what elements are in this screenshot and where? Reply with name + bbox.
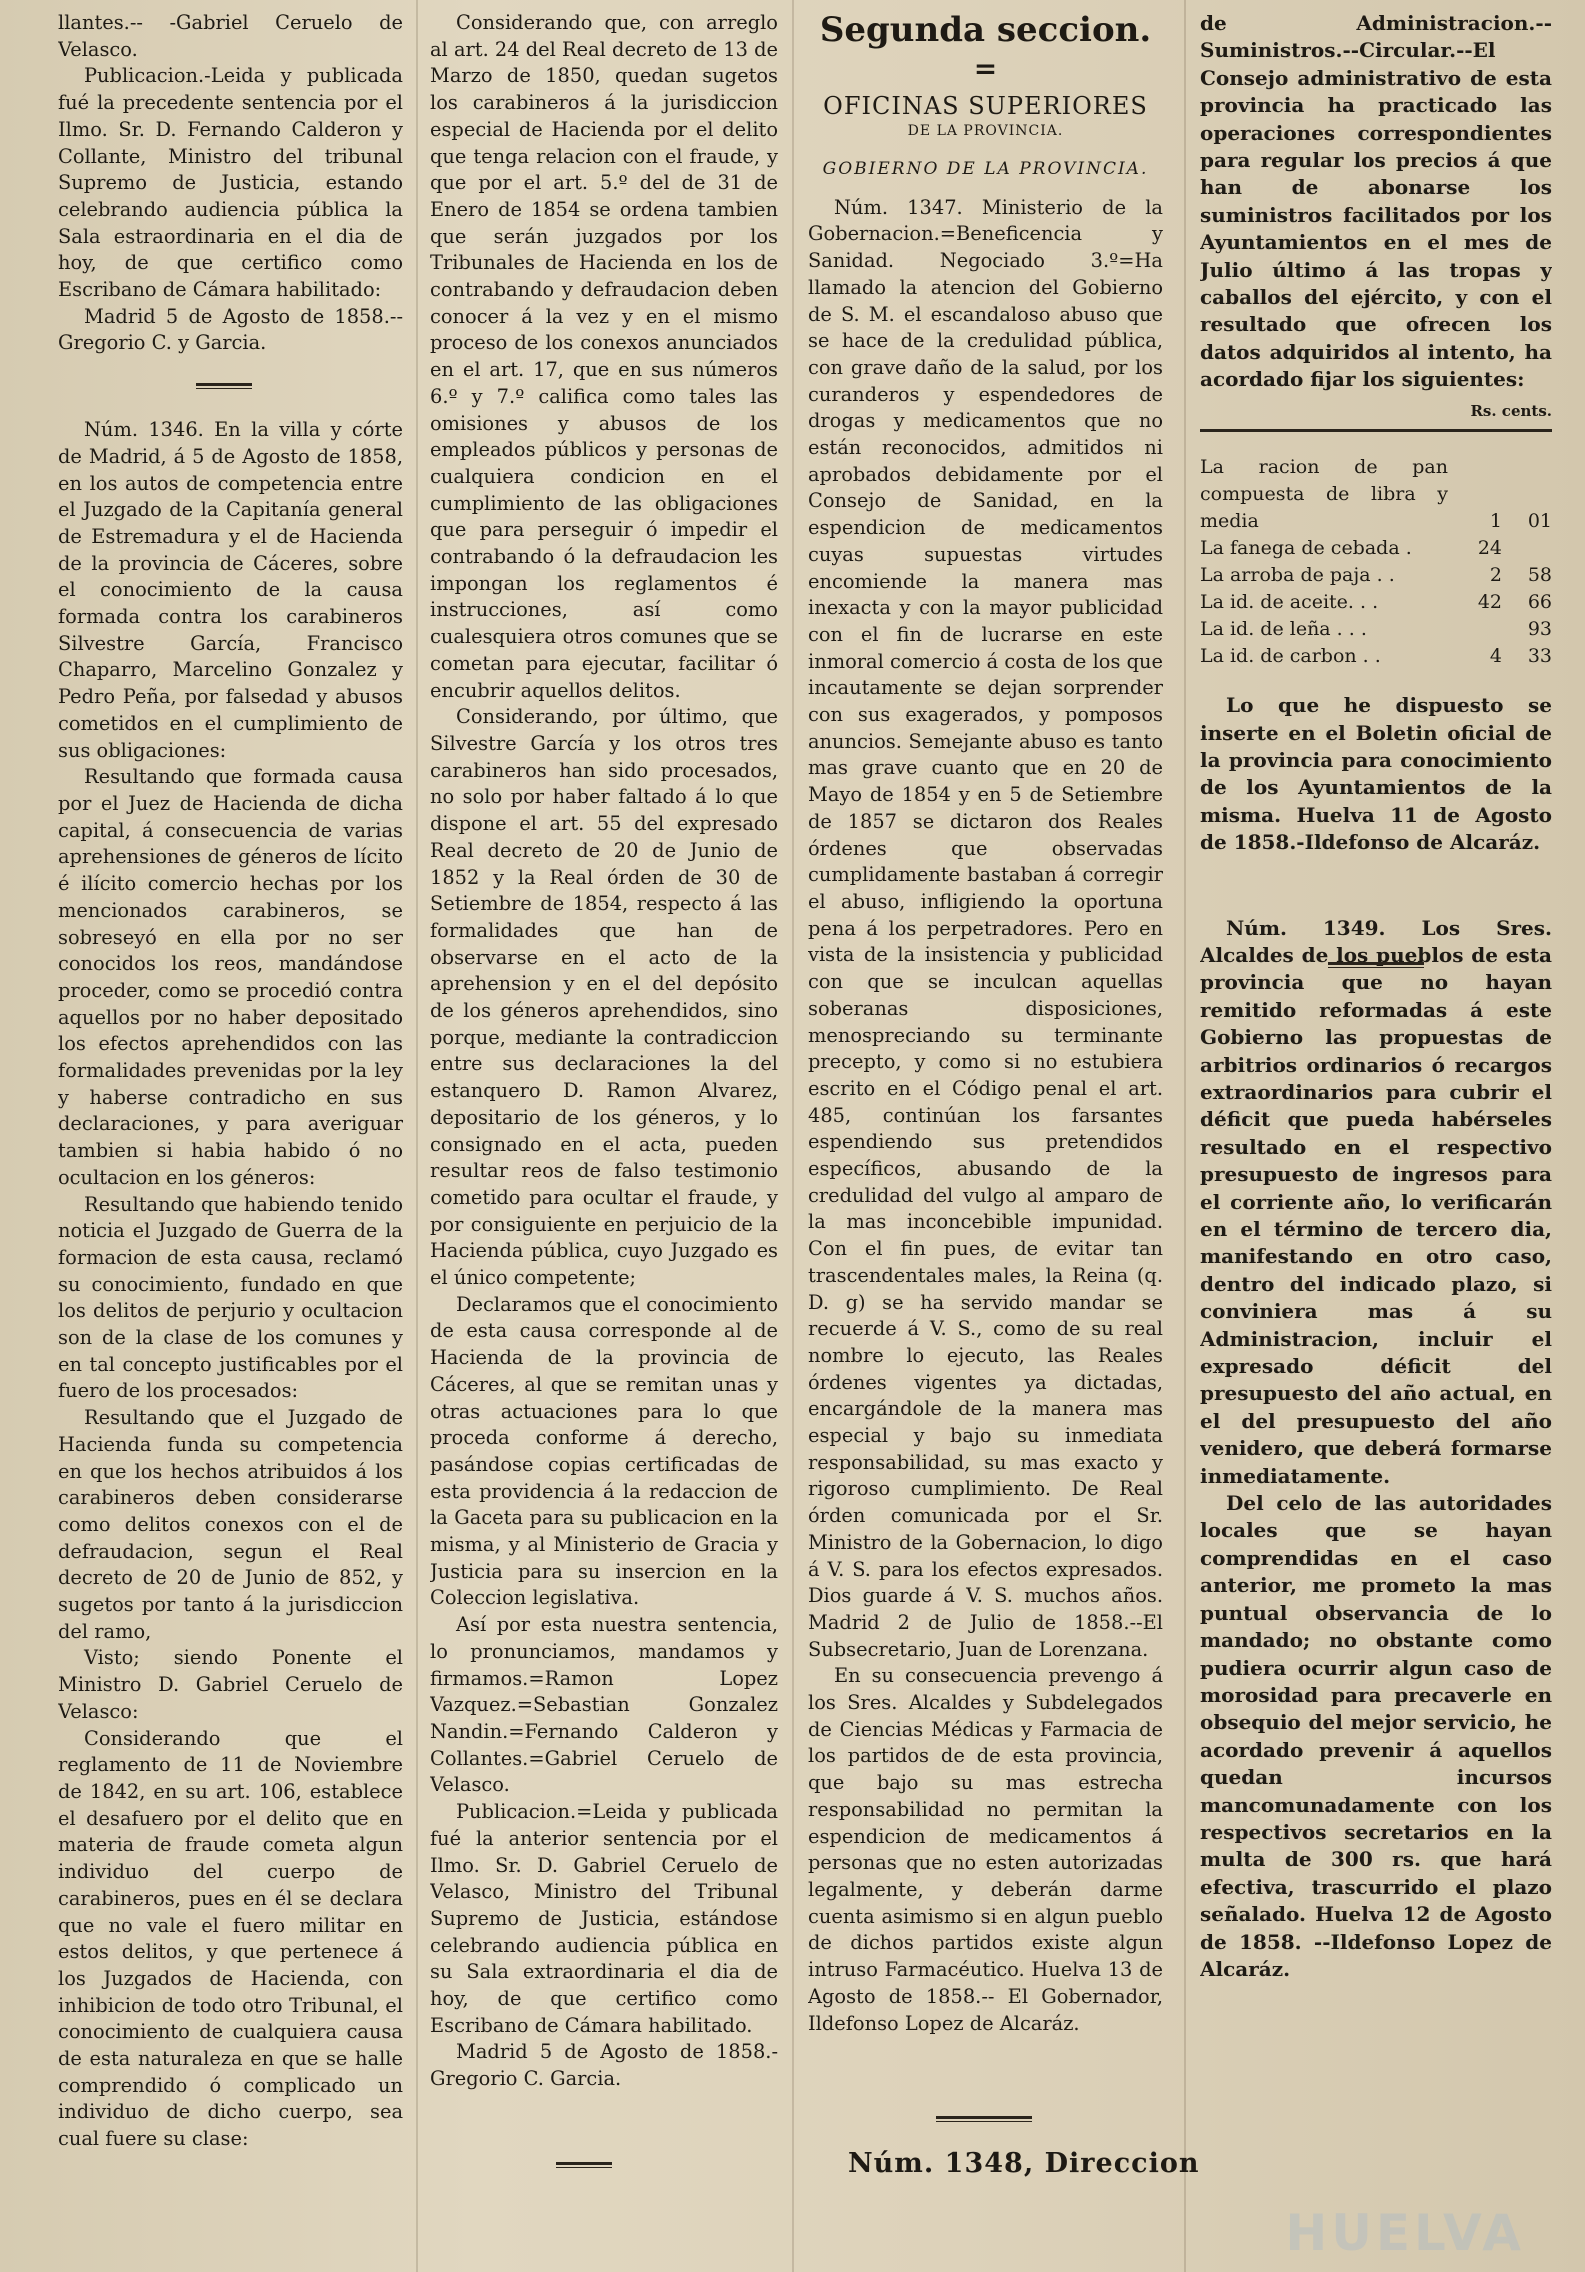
- paragraph: Resultando que formada causa por el Juez de Hacienda de dicha capital, á consecuencia de varias aprehensiones de géneros de lícito é ilícito comercio hechas por los mencionados carabineros, se sobreseyó en ella por no ser conocidos los reos, mandándose proceder, como se procedió contra aquellos por no haber depositado los efectos aprehendidos con las formalidades prevenidas por la ley y haberse contradicho en sus declaraciones, y para averiguar tambien si habia habido ó no ocultacion en los géneros:: [58, 765, 403, 1189]
- paragraph: Núm. 1347. Ministerio de la Gobernacion.=Beneficencia y Sanidad. Negociado 3.º=Ha llamado la atencion del Gobierno de S. M. el escandaloso abuso que se hace de la credulidad pública, con grave daño de la salud, por los curanderos y espendedores de drogas y medicamentos que no están reconocidos, admitidos ni aprobados debidamente por el Consejo de Sanidad, en la espendicion de medicamentos cuyas supuestas virtudes encomiende la manera mas inexacta y con la mayor publicidad con el fin de lucrarse en este inmoral comercio á costa de los que incautamente se dejan sorprender con sus exagerados, y pomposos anuncios. Semejante abuso es tanto mas grave cuanto que en 20 de Mayo de 1854 y en 5 de Setiembre de 1857 se dictaron dos Reales órdenes que observadas cumplidamente bastaban á corregir el abuso, infligiendo la oportuna pena á los perpetradores. Pero en vista de la insistencia y publicidad con que se inculcan aquellas soberanas disposiciones, menospreciando su terminante precepto, y como si no estubiera escrito en el Código penal el art. 485, continúan los farsantes espendiendo sus pretendidos específicos, abusando de la credulidad del vulgo al amparo de la mas inconcebible impunidad. Con el fin pues, de evitar tan trascendentales males, la Reina (q. D. g) se ha servido mandar se recuerde á V. S., como de su real nombre lo ejecuto, las Reales órdenes vigentes ya dictadas, encargándole de la manera mas especial y bajo su inmediata responsabilidad, su mas exacto y rigoroso cumplimiento. De Real órden comunicada por el Sr. Ministro de la Gobernacion, lo digo á V. S. para los efectos expresados. Dios guarde á V. S. muchos años. Madrid 2 de Julio de 1858.--El Subsecretario, Juan de Lorenzana.: [808, 195, 1163, 1661]
- archive-watermark: HUELVA: [1285, 2204, 1525, 2262]
- row-label: La fanega de cebada .: [1200, 537, 1412, 560]
- paragraph: de Administracion.--Suministros.--Circular.--El Consejo administrativo de esta provincia ha practicado las operaciones correspondientes para regular los precios á que han de abonarse los suministros facilitados por los Ayuntamientos en el mes de Julio último á las tropas y caballos del ejército, y con el resultado que ofrecen los datos adquiridos al intento, ha acordado fijar los siguientes:: [1200, 11, 1552, 392]
- section-title: Segunda seccion.: [819, 10, 1152, 50]
- table-row: [1200, 562, 1552, 589]
- price-table-header: Rs. cents.: [1470, 401, 1552, 420]
- separator-rule: [1328, 962, 1424, 968]
- paragraph: Considerando, por último, que Silvestre García y los otros tres carabineros han sido procesados, no solo por haber faltado á lo que dispone el art. 55 del expresado Real decreto de 20 de Junio de 1852 y la Real órden de 30 de Setiembre de 1854, respecto á las formalidades que han de observarse en el acto de la aprehension y en el del depósito de los géneros aprehendidos, sino porque, mediante la contradiccion entre sus declaraciones la del estanquero D. Ramon Alvarez, depositario de los géneros, y lo consignado en el acta, pueden resultar reos de falso testimonio cometido para ocultar el fraude, y por consiguiente en perjuicio de la Hacienda pública, cuyo Juzgado es el único competente;: [430, 705, 778, 1290]
- row-rs: 2: [1489, 564, 1502, 587]
- spacer: [1200, 670, 1552, 692]
- row-cents: 01: [1527, 510, 1552, 533]
- row-rs: [1448, 616, 1502, 643]
- paragraph: Madrid 5 de Agosto de 1858.-- Gregorio C. y Garcia.: [58, 304, 403, 355]
- row-cents: 66: [1527, 591, 1552, 614]
- paragraph: llantes.-- -Gabriel Ceruelo de Velasco.: [58, 11, 403, 61]
- price-table: [1200, 454, 1552, 670]
- office-subtitle: DE LA PROVINCIA.: [907, 123, 1064, 139]
- row-label: La id. de leña . . .: [1200, 618, 1367, 641]
- paragraph: Así por esta nuestra sentencia, lo pronunciamos, mandamos y firmamos.=Ramon Lopez Vazquez.=Sebastian Gonzalez Nandin.=Fernando Calderon y Collantes.=Gabriel Ceruelo de Velasco.: [430, 1613, 778, 1797]
- paragraph: Considerando que el reglamento de 11 de Noviembre de 1842, en su art. 106, establece el desafuero por el delito que en materia de fraude cometa algun individuo del cuerpo de carabineros, pues en él se declara que no vale el fuero militar en estos delitos, y que pertenece á los Juzgados de Hacienda, con inhibicion de todo otro Tribunal, el conocimiento de cualquiera causa de esta naturaleza en que se halle comprendido ó complicado un individuo de dicho cuerpo, sea cual fuere su clase:: [58, 1726, 403, 2151]
- column-gutter: [1184, 0, 1186, 2272]
- row-label: La arroba de paja . .: [1200, 564, 1395, 587]
- paragraph: Núm. 1349. Los Sres. Alcaldes de los pueblos de esta provincia que no hayan remitido reformadas á este Gobierno las propuestas de arbitrios ordinarios ó recargos extraordinarios para cubrir el déficit que pueda habérseles resultado en el respectivo presupuesto de ingresos para el corriente año, lo verificarán en el término de tercero dia, manifestando en otro caso, dentro del indicado plazo, si conviniera mas á su Administracion, incluir el expresado déficit del presupuesto del año actual, en el del presupuesto del año venidero, que deberá formarse inmediatamente.: [1200, 915, 1552, 1488]
- article-1348-heading: Núm. 1348, Direccion: [848, 2148, 1200, 2179]
- paragraph: Publicacion.-Leida y publicada fué la precedente sentencia por el Ilmo. Sr. D. Fernando Calderon y Collante, Ministro del tribunal Supremo de Justicia, estando celebrando audiencia pública la Sala estraordinaria en el dia de hoy, de que certifico como Escribano de Cámara habilitado:: [58, 64, 403, 302]
- row-cents: 33: [1527, 645, 1552, 668]
- row-cents: 93: [1527, 618, 1552, 641]
- office-title: OFICINAS SUPERIORES: [823, 92, 1148, 120]
- paragraph: Núm. 1346. En la villa y córte de Madrid, á 5 de Agosto de 1858, en los autos de competencia entre el Juzgado de la Capitanía general de Estremadura y el de Hacienda de la provincia de Cáceres, sobre el conocimiento de la causa formada contra los carabineros Silvestre García, Francisco Chaparro, Marcelino Gonzalez y Pedro Peña, por falsedad y abusos cometidos en el cumplimiento de sus obligaciones:: [58, 418, 403, 762]
- row-rs: 42: [1477, 591, 1502, 614]
- row-rs: 24: [1477, 537, 1502, 560]
- row-label: La id. de aceite. . .: [1200, 591, 1379, 614]
- row-cents: 58: [1527, 564, 1552, 587]
- paragraph: Del celo de las autoridades locales que se hayan comprendidas en el caso anterior, me prometo la mas puntual observancia de lo mandado; no obstante como pudiera ocurrir algun caso de morosidad para precaverle en obsequio del mejor servicio, he acordado prevenir á aquellos quedan incursos mancomunadamente con los respectivos secretarios en la multa de 300 rs. que hará efectiva, trascurrido el plazo señalado. Huelva 12 de Agosto de 1858. --Ildefonso Lopez de Alcaráz.: [1200, 1491, 1552, 1981]
- paragraph: En su consecuencia prevengo á los Sres. Alcaldes y Subdelegados de Ciencias Médicas y Farmacia de los partidos de de esta provincia, que bajo su mas estrecha responsabilidad no permitan la espendicion de medicamentos á personas que no esten autorizadas legalmente, y deberán darme cuenta asimismo si en algun pueblo de dichos partidos existe algun intruso Farmacéutico. Huelva 13 de Agosto de 1858.-- El Gobernador, Ildefonso Lopez de Alcaráz.: [808, 1664, 1163, 2035]
- paragraph: Publicacion.=Leida y publicada fué la anterior sentencia por el Ilmo. Sr. D. Gabriel Ceruelo de Velasco, Ministro del Tribunal Supremo de Justicia, estándose celebrando audiencia pública en su Sala extraordinaria el dia de hoy, de que certifico como Escribano de Cámara habilitado.: [430, 1800, 778, 2037]
- column-2: [430, 10, 778, 2093]
- table-rule: [1200, 429, 1552, 432]
- row-rs: 4: [1489, 645, 1502, 668]
- section-divider: =: [973, 52, 998, 85]
- paragraph: Madrid 5 de Agosto de 1858.- Gregorio C. Garcia.: [430, 2040, 778, 2091]
- paragraph: Lo que he dispuesto se inserte en el Boletin oficial de la provincia para conocimiento de los Ayuntamientos de la misma. Huelva 11 de Agosto de 1858.-Ildefonso de Alcaráz.: [1200, 693, 1552, 855]
- gobierno-heading: GOBIERNO DE LA PROVINCIA.: [822, 159, 1149, 179]
- column-4: [1200, 10, 1552, 1983]
- paragraph: Visto; siendo Ponente el Ministro D. Gabriel Ceruelo de Velasco:: [58, 1646, 403, 1723]
- table-row: [1200, 643, 1552, 670]
- table-row: [1200, 535, 1552, 562]
- paragraph: Declaramos que el conocimiento de esta causa corresponde al de Hacienda de la provincia de Cáceres, al que se remitan unas y otras actuaciones para lo que proceda conforme á derecho, pasándose copias certificadas de esta providencia á la redaccion de la Gaceta para su publicacion en la misma, y al Ministerio de Gracia y Justicia para su insercion en la Coleccion legislativa.: [430, 1292, 778, 1610]
- column-3: [808, 10, 1163, 2037]
- table-row: [1200, 616, 1552, 643]
- row-label: La racion de pan compuesta de libra y media: [1200, 456, 1448, 533]
- separator-rule: [936, 2116, 1032, 2122]
- table-row: [1200, 454, 1552, 535]
- row-cents: [1502, 535, 1552, 562]
- paragraph: Resultando que habiendo tenido noticia el Juzgado de Guerra de la formacion de esta causa, reclamó su conocimiento, fundado en que los delitos de perjurio y ocultacion son de la clase de los comunes y en tal concepto justificables por el fuero de los procesados:: [58, 1192, 403, 1403]
- row-rs: 1: [1489, 510, 1502, 533]
- column-gutter: [416, 0, 418, 2272]
- row-label: La id. de carbon . .: [1200, 645, 1381, 668]
- paragraph: Considerando que, con arreglo al art. 24 del Real decreto de 13 de Marzo de 1850, quedan sugetos los carabineros á la jurisdiccion especial de Hacienda por el delito que tenga relacion con el fraude, y que por el art. 5.º del de 31 de Enero de 1854 se ordena tambien que serán juzgados por los Tribunales de Hacienda en los de contrabando y defraudacion deben conocer á la vez y en el mismo proceso de los conexos anunciados en el art. 17, que en sus números 6.º y 7.º califica como tales las omisiones y abusos de los empleados públicos y personas de cualquiera condicion en el cumplimiento de las obligaciones que para perseguir ó impedir el contrabando ó la defraudacion les impongan los reglamentos é instrucciones, así como cualesquiera otros comunes que se cometan para ejecutar, facilitar ó encubrir aquellos delitos.: [430, 11, 778, 702]
- column-gutter: [792, 0, 794, 2272]
- table-row: [1200, 589, 1552, 616]
- spacer: [1200, 857, 1552, 915]
- column-1: [58, 10, 403, 2153]
- separator-rule: [196, 383, 252, 389]
- paragraph: Resultando que el Juzgado de Hacienda funda su competencia en que los hechos atribuidos á los carabineros deben considerarse como delitos conexos con el de defraudacion, segun el Real decreto de 20 de Junio de 852, y sugetos por tanto á la jurisdiccion del ramo,: [58, 1406, 403, 1643]
- separator-rule: [556, 2162, 612, 2168]
